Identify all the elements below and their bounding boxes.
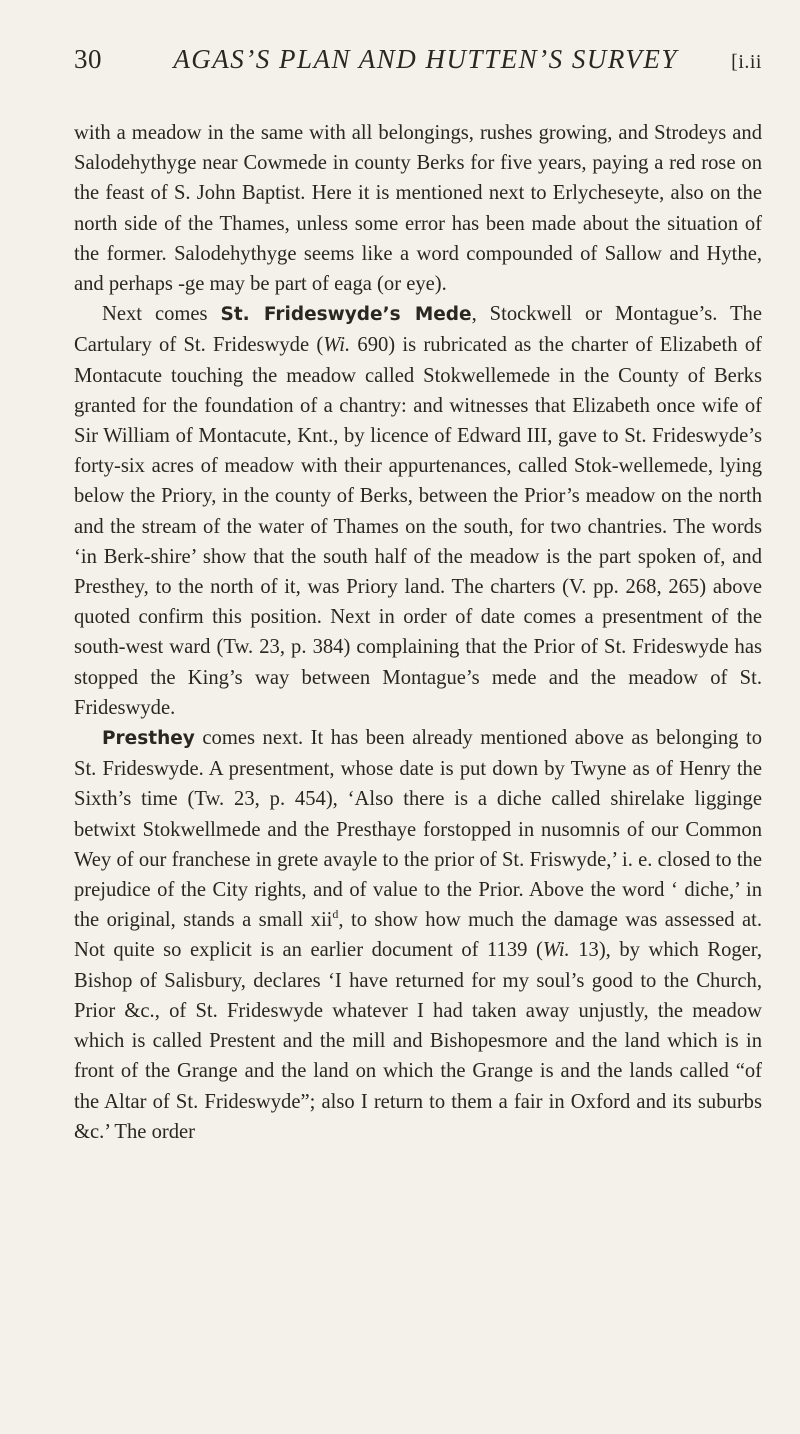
paragraph-3 xyxy=(74,723,762,1147)
paragraph-2 xyxy=(74,299,762,723)
paragraph-3-text-b: , to show how much the damage was assessed at. Not quite so explicit is an earlier document of 1139 ( xyxy=(74,909,762,962)
paragraph-3-text-c: 13), by which Roger, Bishop of Salisbury, declares ‘I have returned for my soul’s good to the Church, Prior &c., of St. Frideswyde whatever I had taken away unjustly, the meadow which is called Prestent and the mill and Bishopesmore and the land which is in front of the Grange and the land on which the Grange is and the lands called “of the Altar of St. Frideswyde”; also I return to them a fair in Oxford and its suburbs &c.’ The order xyxy=(74,939,762,1143)
superscript-d: d xyxy=(332,907,339,922)
reference-wi-2: Wi. xyxy=(542,939,570,962)
heading-st-frideswydes-mede: St. Frideswyde’s Mede xyxy=(220,304,472,326)
paragraph-2-text-b: 690) is rubricated as the charter of Elizabeth of Montacute touching the meadow called Stokwellemede in the County of Berks granted for the foundation of a chantry: and witnesses that Elizabeth once wife of Sir William of Montacute, Knt., by licence of Edward III, gave to St. Frideswyde’s forty-six acres of meadow with their appurtenances, called Stok-wellemede, lying below the Priory, in the county of Berks, between the Prior’s meadow on the north and the stream of the water of Thames on the south, for two chantries. The words ‘in Berk-shire’ show that the south half of the meadow is the part spoken of, and Presthey, to the north of it, was Priory land. The charters (V. pp. 268, 265) above quoted confirm this position. Next in order of date comes a presentment of the south-west ward (Tw. 23, p. 384) complaining that the Prior of St. Frideswyde has stopped the King’s way between Montague’s mede and the meadow of St. Frideswyde. xyxy=(74,334,762,719)
running-head xyxy=(74,44,762,84)
paragraph-3-text-a: comes next. It has been already mentioned above as belonging to St. Frideswyde. A presentment, whose date is put down by Twyne as of Henry the Sixth’s time (Tw. 23, p. 454), ‘Also there is a diche called shirelake ligginge betwixt Stokwellmede and the Presthaye forstopped in nusomnis of our Common Wey of our franchese in grete avayle to the prior of St. Friswyde,’ i. e. closed to the prejudice of the City rights, and of value to the Prior. Above the word ‘ diche,’ in the original, stands a small xii xyxy=(74,727,762,932)
body-text xyxy=(74,118,762,1147)
heading-presthey: Presthey xyxy=(102,728,195,750)
paragraph-2-text-a: , Stockwell or Montague’s. The Cartulary of St. Frideswyde ( xyxy=(74,303,762,357)
paragraph-2-lead: Next comes xyxy=(102,303,221,326)
reference-wi: Wi. xyxy=(323,334,351,357)
section-mark: [i.ii xyxy=(731,51,762,73)
running-title: AGAS’S PLAN AND HUTTEN’S SURVEY xyxy=(173,44,678,74)
page-number: 30 xyxy=(74,44,102,74)
paragraph-1: with a meadow in the same with all belongings, rushes growing, and Strodeys and Salodehythyge near Cowmede in county Berks for five years, paying a red rose on the feast of S. John Baptist. Here it is mentioned next to Erlycheseyte, also on the north side of the Thames, unless some error has been made about the situation of the former. Salodehythyge seems like a word compounded of Sallow and Hythe, and perhaps -ge may be part of eaga (or eye). xyxy=(74,122,762,296)
